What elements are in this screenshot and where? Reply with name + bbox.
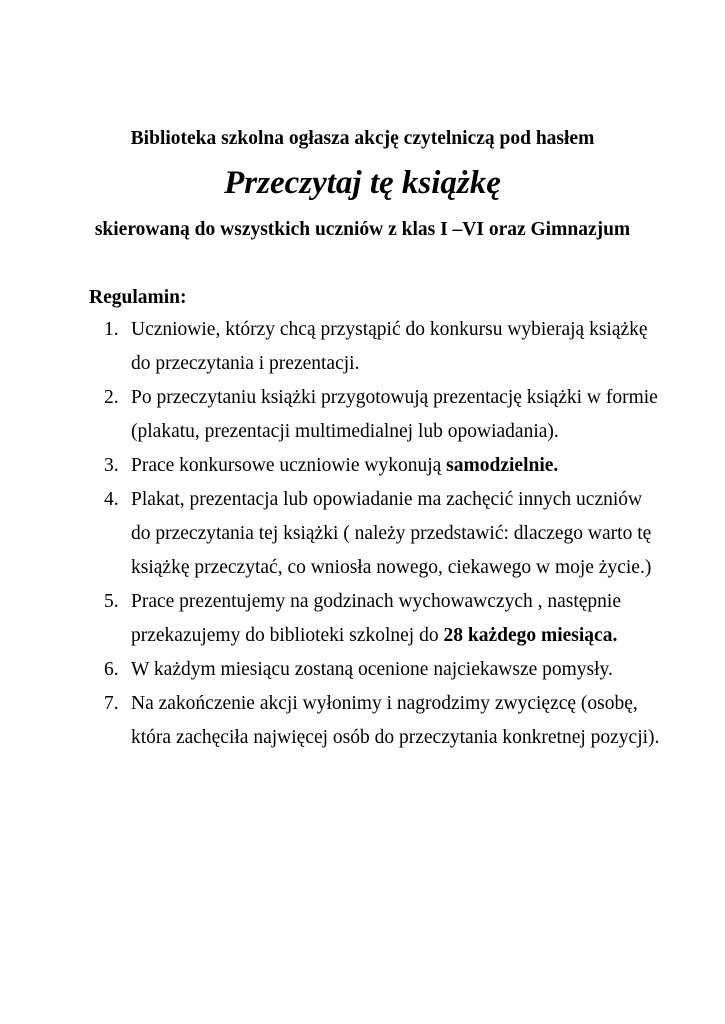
announcement-intro: Biblioteka szkolna ogłasza akcję czytelniczą pod hasłem: [130, 128, 595, 149]
rule-number: 6.: [104, 659, 119, 680]
rule-number: 2.: [104, 387, 119, 408]
rule-number: 7.: [104, 693, 119, 714]
rule-number: 1.: [104, 319, 119, 340]
rule-item-3: [104, 449, 664, 483]
rule-item-4: [104, 483, 664, 585]
rule-emphasis: 28 każdego miesiąca.: [443, 625, 618, 646]
rule-text: Prace konkursowe uczniowie wykonują: [131, 455, 442, 476]
rule-text: Na zakończenie akcji wyłonimy i nagrodzimy zwycięzcę (osobę, która zachęciła najwięcej osób do przeczytania konkretnej pozycji).: [131, 693, 660, 748]
rule-text: Plakat, prezentacja lub opowiadanie ma zachęcić innych uczniów do przeczytania tej książki ( należy przedstawić: dlaczego warto tę książkę przeczytać, co wniosła nowego, ciekawego w moje życie.): [131, 489, 652, 578]
rule-item-6: [104, 653, 664, 687]
rule-item-1: [104, 313, 664, 381]
rule-number: 4.: [104, 489, 119, 510]
regulations-heading: Regulamin:: [89, 287, 187, 308]
rule-number: 3.: [104, 455, 119, 476]
rule-emphasis: samodzielnie.: [446, 455, 559, 476]
regulations-list: [104, 313, 664, 755]
rule-text: Uczniowie, którzy chcą przystąpić do konkursu wybierają książkę do przeczytania i prezentacji.: [131, 319, 648, 374]
rule-item-2: [104, 381, 664, 449]
campaign-title: Przeczytaj tę książkę: [224, 165, 501, 201]
audience-line: skierowaną do wszystkich uczniów z klas I –VI oraz Gimnazjum: [94, 219, 631, 240]
rule-item-5: [104, 585, 664, 653]
rule-text: Po przeczytaniu książki przygotowują prezentację książki w formie (plakatu, prezentacji multimedialnej lub opowiadania).: [131, 387, 658, 442]
rule-number: 5.: [104, 591, 119, 612]
rule-text: W każdym miesiącu zostaną ocenione najciekawsze pomysły.: [131, 659, 613, 680]
rule-text: Prace prezentujemy na godzinach wychowawczych , następnie przekazujemy do biblioteki szkolnej do: [131, 591, 621, 646]
rule-item-7: [104, 687, 664, 755]
